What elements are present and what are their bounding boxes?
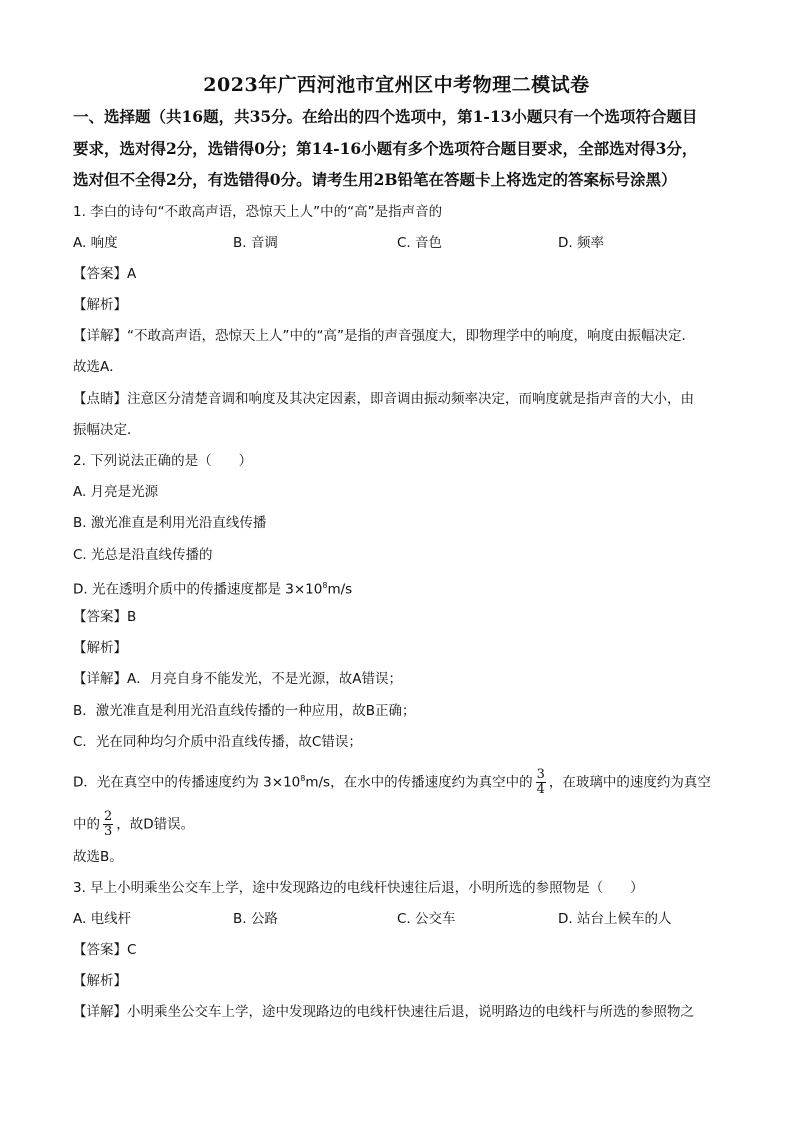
q2-detail-b: B．激光准直是利用光沿直线传播的一种应用，故B正确；	[73, 703, 416, 719]
q1-analysis-label: 【解析】	[73, 297, 127, 313]
section-instructions-line-1: 一、选择题（共16题，共35分。在给出的四个选项中，第1-13小题只有一个选项符合题目	[73, 107, 698, 126]
q1-detail-text: “不敢高声语，恐惊天上人”中的“高”是指的声音强度大，即物理学中的响度，响度由振幅决定．	[127, 328, 695, 344]
section-instructions-line-3: 选对但不全得2分，有选错得0分。请考生用2B铅笔在答题卡上将选定的答案标号涂黑）	[73, 170, 677, 189]
q2-option-d-exponent: 8	[322, 581, 328, 590]
detail-label: 【详解】	[73, 671, 127, 687]
fraction-denominator: 3	[104, 824, 113, 839]
q2-option-c: C. 光总是沿直线传播的	[73, 547, 213, 563]
q2-option-b: B. 激光准直是利用光沿直线传播	[73, 515, 267, 531]
q2-detail-d-line-2	[73, 810, 194, 839]
q2-detail-a	[73, 669, 402, 689]
fraction-denominator: 4	[536, 782, 545, 797]
detail-label: 【详解】	[73, 1004, 127, 1020]
fraction-three-quarters	[536, 768, 546, 797]
q2-detail-d	[73, 768, 711, 797]
q1-option-b: B. 音调	[233, 235, 278, 251]
q2-stem: 2. 下列说法正确的是（ ）	[73, 453, 253, 469]
q2-option-d-unit: m/s	[327, 581, 353, 598]
q1-conclusion: 故选A．	[73, 359, 123, 375]
q2-detail-d-part1: D．光在真空中的传播速度约为 3×10	[73, 774, 301, 791]
fraction-numerator: 2	[104, 809, 113, 824]
q2-detail-d-part2: m/s，在水中的传播速度约为真空中的	[305, 774, 533, 791]
fraction-numerator: 3	[536, 767, 545, 782]
q2-conclusion: 故选B。	[73, 849, 123, 865]
q1-option-a: A. 响度	[73, 235, 118, 251]
q2-detail-d-exponent: 8	[300, 774, 306, 783]
q2-answer-value: B	[127, 609, 137, 625]
q1-answer-value: A	[127, 266, 137, 282]
q1-option-c: C. 音色	[397, 235, 443, 251]
q3-option-b: B. 公路	[233, 911, 278, 927]
q2-option-a: A. 月亮是光源	[73, 484, 159, 500]
q2-detail-a-text: A．月亮自身不能发光，不是光源，故A错误；	[127, 671, 402, 687]
q2-option-d-text: D. 光在透明介质中的传播速度都是 3×10	[73, 581, 323, 598]
section-instructions-line-2: 要求，选对得2分，选错得0分；第14-16小题有多个选项符合题目要求，全部选对得3分，	[73, 139, 698, 158]
q1-answer	[73, 264, 136, 284]
q3-option-a: A. 电线杆	[73, 911, 132, 927]
q1-comment	[73, 389, 694, 409]
page-title: 2023年广西河池市宜州区中考物理二模试卷	[203, 74, 590, 96]
q2-analysis-label: 【解析】	[73, 640, 127, 656]
q3-option-d: D. 站台上候车的人	[558, 911, 672, 927]
q2-detail-d-line2-pre: 中的	[73, 816, 100, 833]
q3-analysis-label: 【解析】	[73, 973, 127, 989]
q1-comment-text: 注意区分清楚音调和响度及其决定因素，即音调由振动频率决定，而响度就是指声音的大小，由	[127, 391, 694, 407]
q3-detail-text: 小明乘坐公交车上学，途中发现路边的电线杆快速往后退，说明路边的电线杆与所选的参照物之	[127, 1004, 694, 1020]
comment-label: 【点睛】	[73, 391, 127, 407]
answer-label: 【答案】	[73, 266, 127, 282]
q2-answer	[73, 607, 136, 627]
q3-answer	[73, 940, 136, 960]
detail-label: 【详解】	[73, 328, 127, 344]
q3-answer-value: C	[127, 942, 137, 958]
q3-detail	[73, 1002, 694, 1022]
q1-option-d: D. 频率	[558, 235, 604, 251]
q2-option-d	[73, 576, 352, 600]
q1-stem: 1. 李白的诗句“不敢高声语，恐惊天上人”中的“高”是指声音的	[73, 204, 443, 220]
answer-label: 【答案】	[73, 609, 127, 625]
q1-detail	[73, 326, 695, 346]
q3-stem: 3. 早上小明乘坐公交车上学，途中发现路边的电线杆快速往后退，小明所选的参照物是（ ）	[73, 880, 644, 896]
q2-detail-d-line2-post: ，故D错误。	[116, 816, 195, 833]
fraction-two-thirds	[103, 810, 113, 839]
answer-label: 【答案】	[73, 942, 127, 958]
q3-option-c: C. 公交车	[397, 911, 456, 927]
q1-comment-line-2: 振幅决定．	[73, 422, 141, 438]
q2-detail-c: C．光在同种均匀介质中沿直线传播，故C错误；	[73, 734, 362, 750]
q2-detail-d-part3: ，在玻璃中的速度约为真空	[548, 774, 711, 791]
